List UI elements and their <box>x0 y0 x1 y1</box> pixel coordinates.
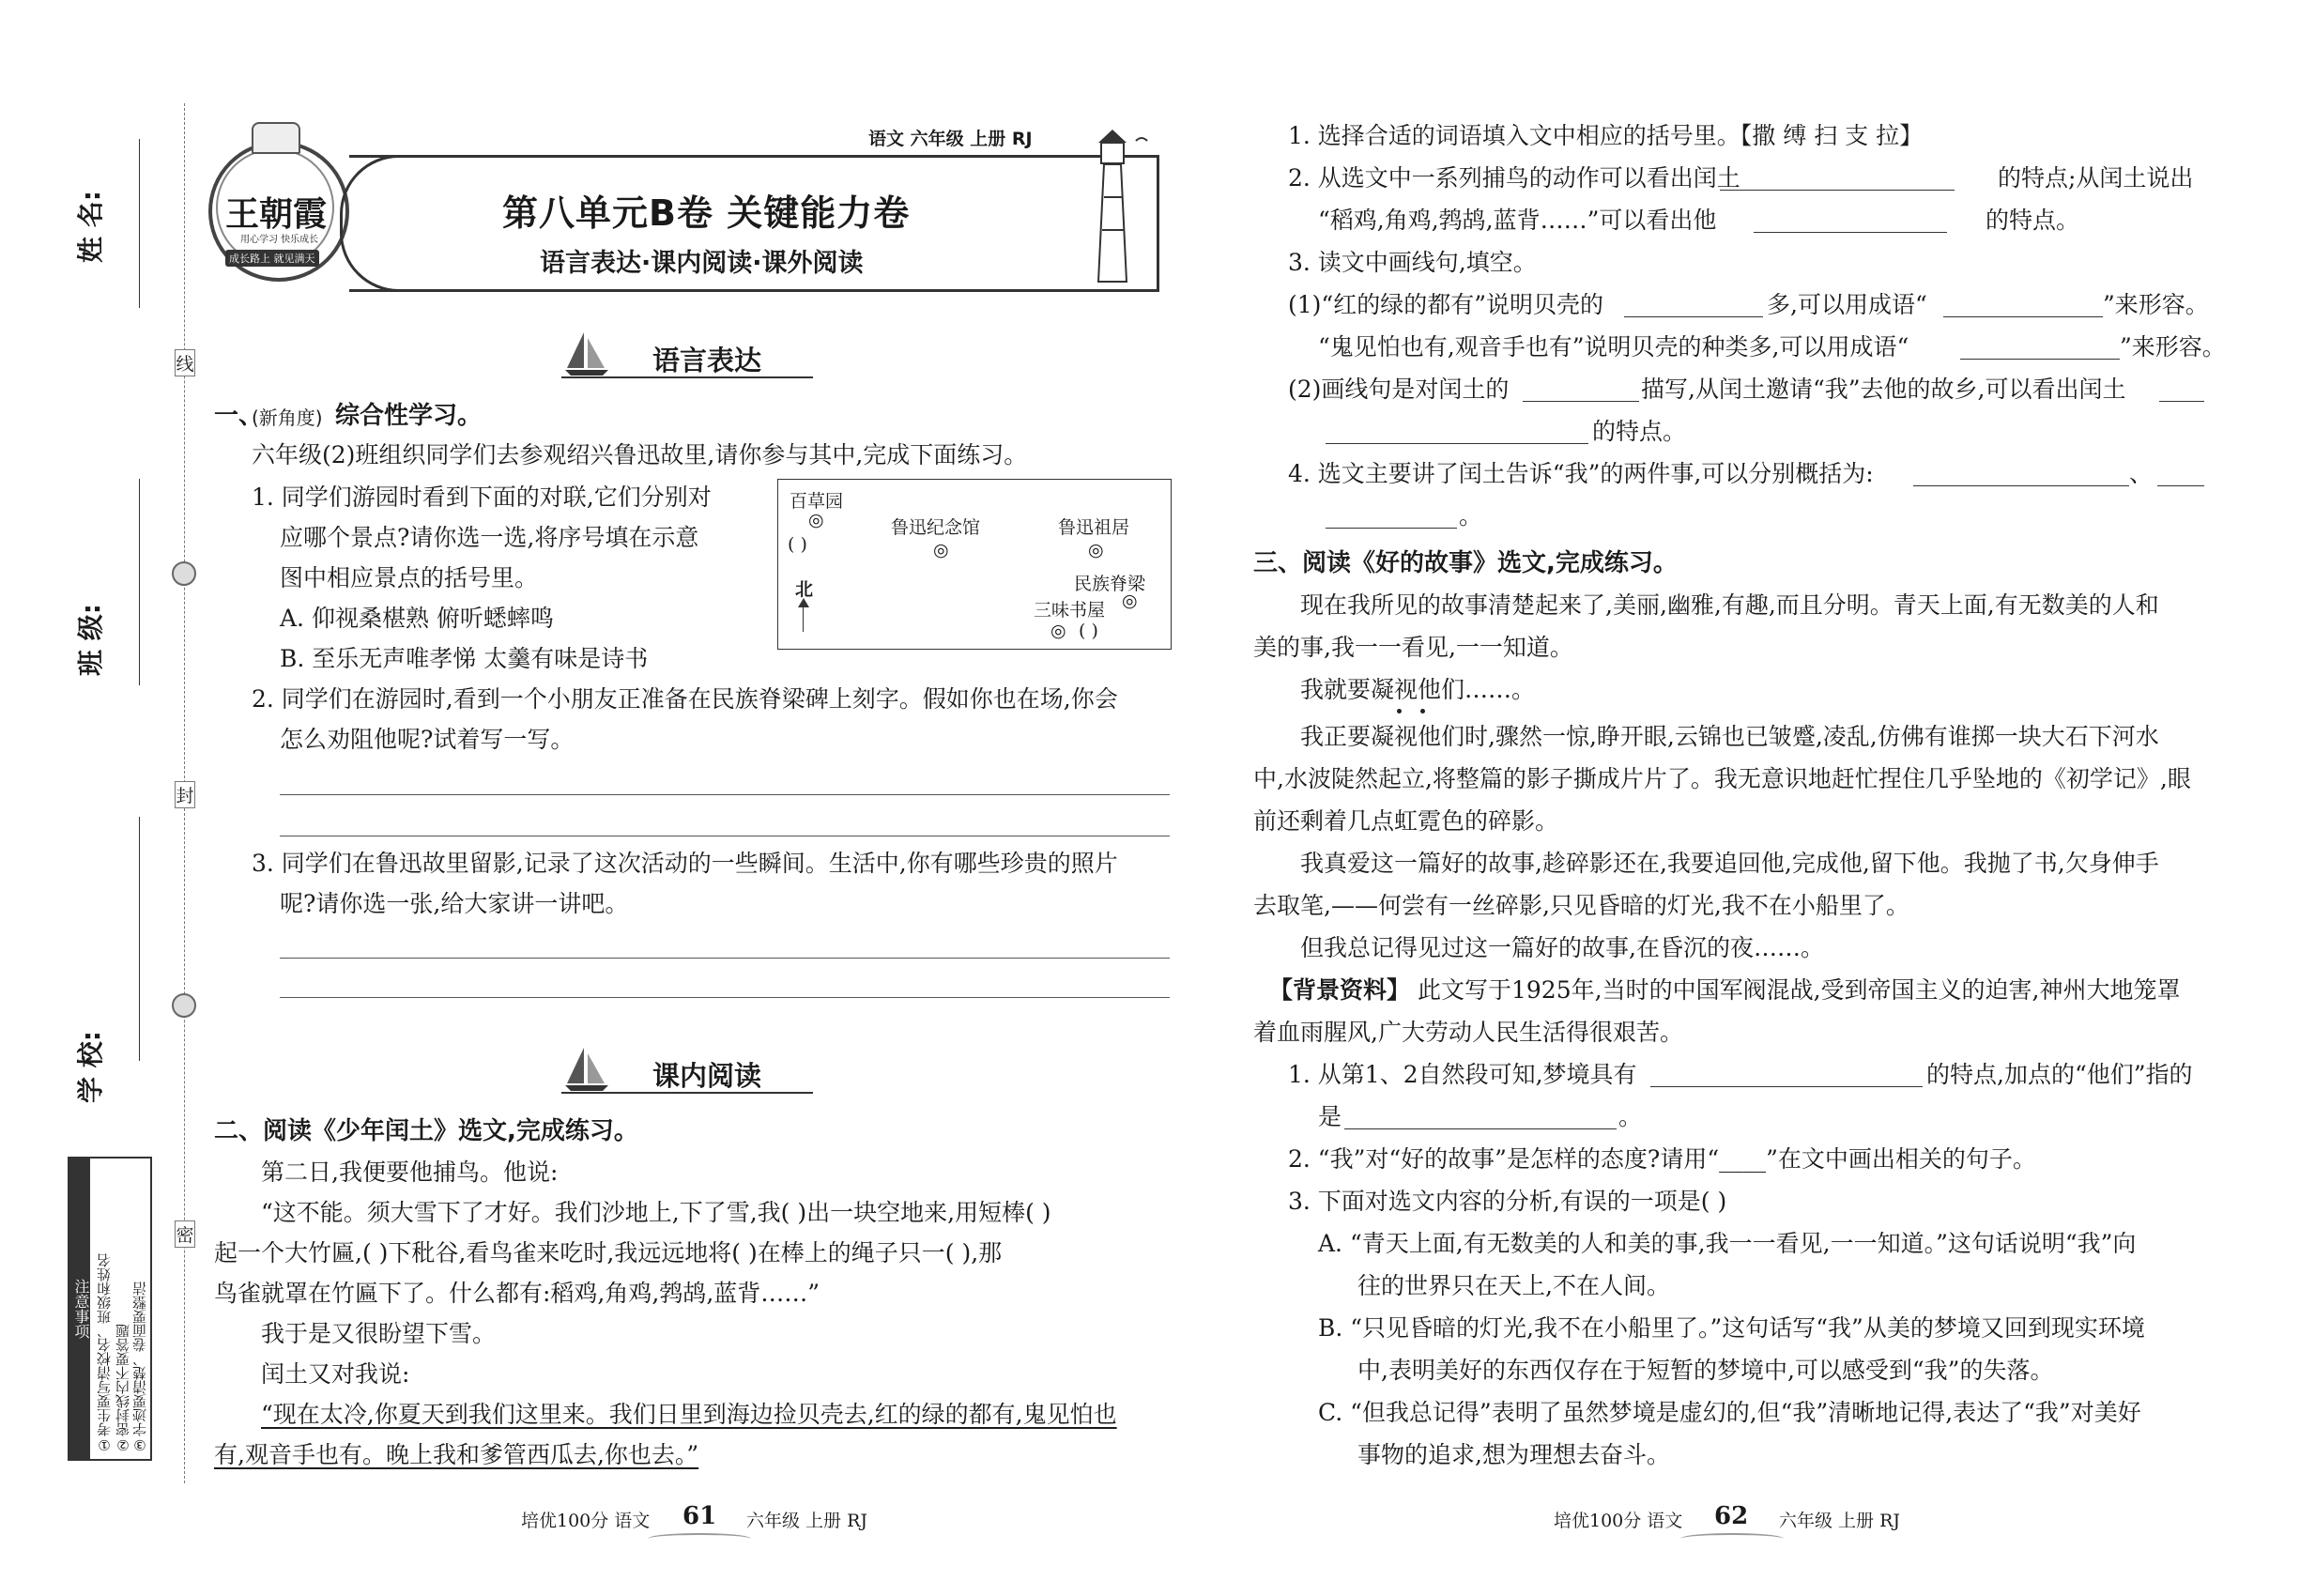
s3-p3c: 前还剩着几点虹霓色的碎影。 <box>1253 807 1559 835</box>
logo-crown-icon <box>252 122 300 154</box>
q1-1-option-a: A. 仰视桑椹熟 俯听蟋蟀鸣 <box>280 605 554 632</box>
q2-line-4: 鸟雀就罩在竹匾下了。什么都有:稻鸡,角鸡,鹁鸪,蓝背……” <box>214 1280 820 1307</box>
footer-left-text: 培优100分 语文 <box>521 1511 651 1531</box>
logo-sub2: 成长路上 就见满天 <box>225 250 319 267</box>
r-q3-blank-5[interactable] <box>2159 378 2204 402</box>
r-q2c: “稻鸡,角鸡,鹁鸪,蓝背……”可以看出他 <box>1318 207 1717 234</box>
r-q4b: 、 <box>2129 460 2154 487</box>
map-north-label: 北 <box>795 579 814 600</box>
s3-p1b: 美的事,我一一看见,一一知道。 <box>1253 634 1573 661</box>
s3-q1c: 是 <box>1318 1103 1342 1130</box>
sailboat-icon <box>563 1044 610 1093</box>
notice-item-3: ③字迹要清楚、卷面要整洁 <box>131 1281 148 1453</box>
r-q3-1a: (1)“红的绿的都有”说明贝壳的 <box>1288 291 1603 318</box>
map-bridge-marker: ◎ <box>1122 591 1138 611</box>
r-q3: 3. 读文中画线句,填空。 <box>1288 249 1537 276</box>
s3-q1-blank-1[interactable] <box>1650 1064 1923 1087</box>
footer-left-tail: 六年级 上册 RJ <box>746 1511 868 1531</box>
q1-1-line1: 1. 同学们游园时看到下面的对联,它们分别对 <box>252 483 712 511</box>
section-title-language: 语言表达 <box>652 345 762 376</box>
q2-line-3: 起一个大竹匾,( )下秕谷,看鸟雀来吃时,我远远地将( )在棒上的绳子只一( ),那 <box>214 1239 1003 1266</box>
r-q4-blank-1[interactable] <box>1913 463 2129 486</box>
s3-q1d: 。 <box>1618 1103 1643 1130</box>
emphasis-dot <box>1397 709 1402 714</box>
s3-q2: 2. “我”对“好的故事”是怎样的态度?请用“____”在文中画出相关的句子。 <box>1288 1145 2036 1173</box>
s3-q3: 3. 下面对选文内容的分析,有误的一项是( ) <box>1288 1188 1727 1215</box>
r-q3-2c: 的特点。 <box>1592 418 1687 445</box>
q1-1-line2: 应哪个景点?请你选一选,将序号填在示意 <box>280 524 699 551</box>
map-baicaoyuan-blank[interactable]: ( ) <box>788 534 807 555</box>
r-q2b: 的特点;从闰土说出 <box>1998 164 2194 192</box>
brand-logo <box>208 141 349 282</box>
q1-3-line2: 呢?请你选一张,给大家讲一讲吧。 <box>280 890 629 917</box>
footer-right-text: 培优100分 语文 <box>1554 1511 1683 1531</box>
map-memorial: 鲁迅纪念馆 <box>891 517 981 538</box>
class-label: 班 级: <box>75 604 106 676</box>
cut-mark-feng: 封 <box>175 781 195 808</box>
q1-2-line1: 2. 同学们在游园时,看到一个小朋友正准备在民族脊梁碑上刻字。假如你也在场,你会 <box>252 685 1118 713</box>
r-q2-blank-1[interactable] <box>1720 167 1955 191</box>
map-memorial-marker: ◎ <box>933 540 949 560</box>
r-q3-blank-6[interactable] <box>1326 421 1588 444</box>
answer-line[interactable] <box>280 794 1170 795</box>
footer-right-page: 62 <box>1714 1502 1749 1530</box>
s3-p4a: 我真爱这一篇好的故事,趁碎影还在,我要追回他,完成他,留下他。我抛了书,欠身伸手 <box>1300 850 2159 877</box>
cut-mark-xian: 线 <box>175 349 195 376</box>
background-label: 【背景资料】 <box>1269 976 1411 1004</box>
s3-p4b: 去取笔,——何尝有一丝碎影,只见昏暗的灯光,我不在小船里了。 <box>1253 892 1909 919</box>
cut-mark-mi: 密 <box>175 1220 195 1248</box>
r-q3-2a: (2)画线句是对闰土的 <box>1288 376 1510 403</box>
fold-circle-icon <box>172 993 196 1018</box>
s3-option-a1: A. “青天上面,有无数美的人和美的事,我一一看见,一一知道。”这句话说明“我”向 <box>1318 1230 2137 1257</box>
q1-1-line3: 图中相应景点的括号里。 <box>280 564 539 591</box>
r-q3-1b: 多,可以用成语“ <box>1767 291 1927 318</box>
r-q2-blank-2[interactable] <box>1754 209 1947 233</box>
s3-p1a: 现在我所见的故事清楚起来了,美丽,幽雅,有趣,而且分明。青天上面,有无数美的人和 <box>1300 591 2159 619</box>
s3-p2: 我就要凝视他们……。 <box>1300 676 1536 703</box>
s3-option-a2: 往的世界只在天上,不在人间。 <box>1357 1272 1670 1299</box>
section-underline <box>561 376 813 378</box>
q2-line-5: 我于是又很盼望下雪。 <box>261 1320 497 1347</box>
scenic-map <box>777 479 1172 650</box>
q1-3-line1: 3. 同学们在鲁迅故里留影,记录了这次活动的一些瞬间。生活中,你有哪些珍贵的照片 <box>252 850 1118 877</box>
north-arrowhead-icon <box>798 598 809 607</box>
q2-title: 二、阅读《少年闰土》选文,完成练习。 <box>214 1117 638 1145</box>
notice-title: 注意事项 <box>69 1159 90 1459</box>
notice-item-1: ①考生要写清校名、班级和姓名 <box>96 1253 113 1453</box>
r-q1: 1. 选择合适的词语填入文中相应的括号里。【撒 缚 扫 支 拉】 <box>1288 122 1924 149</box>
class-field[interactable] <box>139 479 140 685</box>
logo-text: 王朝霞 <box>225 194 328 234</box>
r-q4-blank-2[interactable] <box>2157 463 2204 486</box>
footer-right-tail: 六年级 上册 RJ <box>1779 1511 1901 1531</box>
footer-wave-icon <box>648 1533 751 1544</box>
name-label: 姓 名: <box>75 191 106 263</box>
map-sanwei-marker: ◎ <box>1050 621 1066 641</box>
r-q4c: 。 <box>1459 502 1483 529</box>
s3-p3a: 我正要凝视他们时,骤然一惊,睁开眼,云锦也已皱蹙,凌乱,仿佛有谁掷一块大石下河水 <box>1300 723 2159 750</box>
s3-q1b: 的特点,加点的“他们”指的 <box>1926 1061 2193 1088</box>
s3-p3b: 中,水波陡然起立,将整篇的影子撕成片片了。我无意识地赶忙捏住几乎坠地的《初学记》,眼 <box>1253 765 2191 792</box>
q2-line-1: 第二日,我便要他捕鸟。他说: <box>261 1159 559 1186</box>
map-baicaoyuan-marker: ◎ <box>808 510 824 530</box>
footer-left-page: 61 <box>682 1502 717 1530</box>
r-q3-blank-2[interactable] <box>1943 294 2103 317</box>
notice-box <box>68 1157 152 1461</box>
s3-option-b2: 中,表明美好的东西仅存在于短暂的梦境中,可以感受到“我”的失落。 <box>1357 1357 2054 1384</box>
exam-subtitle: 语言表达·课内阅读·课外阅读 <box>540 249 864 278</box>
map-sanwei-blank[interactable]: ( ) <box>1079 621 1098 641</box>
r-q4-blank-3[interactable] <box>1326 505 1457 529</box>
background-text-1: 此文写于1925年,当时的中国军阀混战,受到帝国主义的迫害,神州大地笼罩 <box>1418 976 2181 1004</box>
sailboat-icon <box>563 329 610 377</box>
s3-option-c2: 事物的追求,想为理想去奋斗。 <box>1357 1441 1670 1468</box>
s3-p5: 但我总记得见过这一篇好的故事,在昏沉的夜……。 <box>1300 934 1824 961</box>
section-title-inclass: 课内阅读 <box>652 1060 762 1092</box>
r-q3-1c: ”来形容。 <box>2103 291 2209 318</box>
lighthouse-icon <box>1070 122 1155 291</box>
r-q2a: 2. 从选文中一系列捕鸟的动作可以看出闰土 <box>1288 164 1740 192</box>
answer-line[interactable] <box>280 958 1170 959</box>
emphasis-dot <box>1420 709 1425 714</box>
exam-title: 第八单元B卷 关键能力卷 <box>502 192 911 234</box>
q1-title: 综合性学习。 <box>335 402 483 430</box>
answer-line[interactable] <box>280 997 1170 998</box>
r-q3-1d: “鬼见怕也有,观音手也有”说明贝壳的种类多,可以用成语“ <box>1318 333 1909 361</box>
r-q3-blank-3[interactable] <box>1960 336 2120 360</box>
footer-wave-icon <box>1680 1533 1784 1544</box>
q2-line-6: 闰土又对我说: <box>261 1360 410 1388</box>
section-underline <box>561 1092 813 1094</box>
q2-line-2: “这不能。须大雪下了才好。我们沙地上,下了雪,我( )出一块空地来,用短棒( ) <box>261 1199 1051 1226</box>
r-q3-1e: ”来形容。 <box>2120 333 2226 361</box>
q2-underlined-2: 有,观音手也有。晚上我和爹管西瓜去,你也去。” <box>214 1441 699 1468</box>
map-baicaoyuan: 百草园 <box>790 491 844 512</box>
r-q2d: 的特点。 <box>1986 207 2080 234</box>
map-bridge: 民族脊梁 <box>1074 574 1146 594</box>
s3-option-c1: C. “但我总记得”表明了虽然梦境是虚幻的,但“我”清晰地记得,表达了“我”对美好 <box>1318 1399 2141 1426</box>
name-field[interactable] <box>139 139 140 308</box>
notice-item-2: ②密封线内不要答题 <box>115 1324 131 1453</box>
background-text-2: 着血雨腥风,广大劳动人民生活得很艰苦。 <box>1253 1019 1683 1046</box>
r-q3-blank-1[interactable] <box>1624 294 1763 317</box>
school-field[interactable] <box>139 817 140 1061</box>
s3-title: 三、阅读《好的故事》选文,完成练习。 <box>1253 549 1678 577</box>
q1-2-line2: 怎么劝阻他呢?试着写一写。 <box>280 726 575 753</box>
logo-sub1: 用心学习 快乐成长 <box>240 235 319 245</box>
s3-q1-blank-2[interactable] <box>1344 1106 1617 1129</box>
s3-q1a: 1. 从第1、2自然段可知,梦境具有 <box>1288 1061 1637 1088</box>
s3-option-b1: B. “只见昏暗的灯光,我不在小船里了。”这句话写“我”从美的梦境又回到现实环境 <box>1318 1314 2145 1342</box>
map-ancestral-marker: ◎ <box>1088 540 1104 560</box>
r-q4: 4. 选文主要讲了闰土告诉“我”的两件事,可以分别概括为: <box>1288 460 1874 487</box>
school-label: 学 校: <box>75 1031 106 1103</box>
q1-intro: 六年级(2)班组织同学们去参观绍兴鲁迅故里,请你参与其中,完成下面练习。 <box>252 441 1028 468</box>
r-q3-blank-4[interactable] <box>1523 378 1639 402</box>
q1-tag: (新角度) <box>252 407 323 429</box>
subject-tag: 语文 六年级 上册 RJ <box>868 129 1033 149</box>
q2-underlined-1: “现在太冷,你夏天到我们这里来。我们日里到海边捡贝壳去,红的绿的都有,鬼见怕也 <box>261 1401 1117 1428</box>
fold-circle-icon <box>172 561 196 586</box>
r-q3-2b: 描写,从闰土邀请“我”去他的故乡,可以看出闰土 <box>1641 376 2126 403</box>
q1-1-option-b: B. 至乐无声唯孝悌 太羹有味是诗书 <box>280 645 649 672</box>
map-ancestral: 鲁迅祖居 <box>1058 517 1130 538</box>
q1-number: 一、 <box>214 402 264 430</box>
map-sanwei: 三味书屋 <box>1034 600 1106 621</box>
